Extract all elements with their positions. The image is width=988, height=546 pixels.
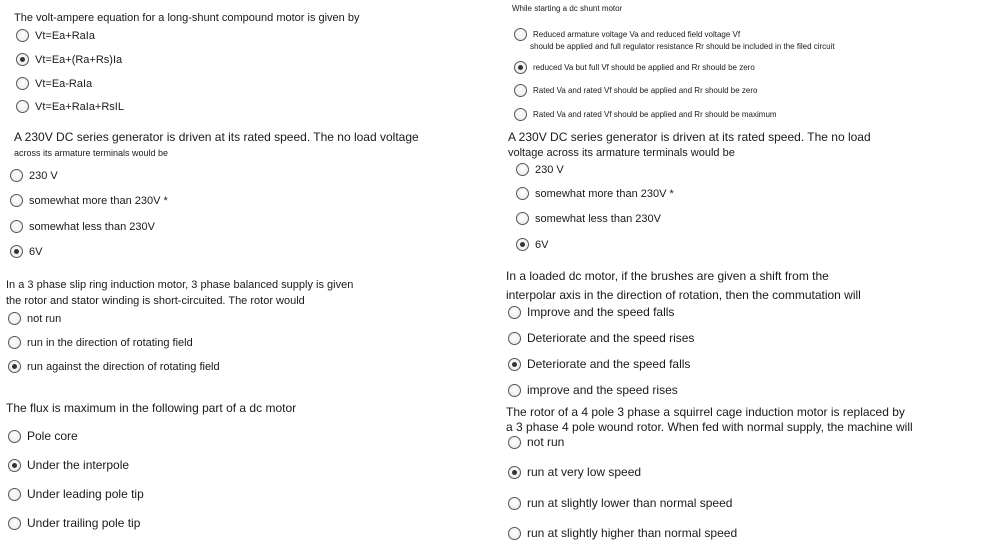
option-label: Pole core <box>27 429 78 443</box>
radio-icon[interactable] <box>508 306 521 319</box>
radio-selected-icon[interactable] <box>514 61 527 74</box>
radio-icon[interactable] <box>10 194 23 207</box>
option-radio[interactable] <box>508 305 674 319</box>
option-label: Vt=Ea+RaIa+RsIL <box>35 100 124 113</box>
option-label: 230 V <box>535 163 564 176</box>
radio-selected-icon[interactable] <box>508 358 521 371</box>
question-text: a 3 phase 4 pole wound rotor. When fed with normal supply, the machine will <box>506 420 913 434</box>
option-radio[interactable] <box>516 212 661 225</box>
option-label-continued: should be applied and full regulator resistance Rr should be included in the filed circuit <box>530 42 835 51</box>
option-radio[interactable] <box>16 77 92 90</box>
radio-selected-icon[interactable] <box>516 238 529 251</box>
option-label: somewhat more than 230V * <box>535 187 674 200</box>
option-radio[interactable] <box>16 100 124 113</box>
radio-icon[interactable] <box>8 430 21 443</box>
option-radio[interactable] <box>516 163 564 176</box>
option-label: not run <box>527 435 565 449</box>
option-label: reduced Va but full Vf should be applied and Rr should be zero <box>533 63 755 72</box>
option-label: Deteriorate and the speed rises <box>527 331 695 345</box>
option-radio[interactable] <box>8 312 61 325</box>
option-label: run in the direction of rotating field <box>27 336 193 349</box>
radio-icon[interactable] <box>508 332 521 345</box>
option-radio[interactable] <box>8 516 140 530</box>
option-radio[interactable] <box>508 435 564 449</box>
radio-icon[interactable] <box>508 436 521 449</box>
option-radio[interactable] <box>516 187 674 200</box>
radio-icon[interactable] <box>8 336 21 349</box>
right-question-column <box>494 0 988 546</box>
option-radio[interactable] <box>516 238 548 251</box>
option-label: Improve and the speed falls <box>527 305 675 319</box>
radio-selected-icon[interactable] <box>16 53 29 66</box>
radio-icon[interactable] <box>508 527 521 540</box>
option-radio[interactable] <box>8 458 129 472</box>
radio-icon[interactable] <box>10 220 23 233</box>
option-label: somewhat more than 230V * <box>29 194 168 207</box>
option-radio[interactable] <box>10 194 168 207</box>
radio-selected-icon[interactable] <box>10 245 23 258</box>
option-radio[interactable] <box>8 360 220 373</box>
radio-icon[interactable] <box>8 517 21 530</box>
radio-icon[interactable] <box>16 29 29 42</box>
option-radio[interactable] <box>508 496 732 510</box>
option-radio[interactable] <box>514 84 757 97</box>
option-radio[interactable] <box>508 357 690 371</box>
question-text: The volt-ampere equation for a long-shunt compound motor is given by <box>14 12 360 24</box>
option-radio[interactable] <box>508 465 641 479</box>
question-text: interpolar axis in the direction of rotation, then the commutation will <box>506 288 861 302</box>
option-label: 6V <box>535 238 549 251</box>
question-text: across its armature terminals would be <box>14 148 169 158</box>
option-radio[interactable] <box>508 526 737 540</box>
radio-icon[interactable] <box>508 497 521 510</box>
question-text: A 230V DC series generator is driven at its rated speed. The no load <box>508 130 871 144</box>
option-radio[interactable] <box>16 53 122 66</box>
option-label: Vt=Ea+RaIa <box>35 29 95 42</box>
radio-icon[interactable] <box>514 84 527 97</box>
radio-icon[interactable] <box>516 163 529 176</box>
option-label: run at slightly higher than normal speed <box>527 526 738 540</box>
option-radio[interactable] <box>16 29 95 42</box>
option-label: Under leading pole tip <box>27 487 144 501</box>
option-label: 6V <box>29 245 43 258</box>
radio-icon[interactable] <box>516 212 529 225</box>
option-radio[interactable] <box>10 220 155 233</box>
option-label: Under trailing pole tip <box>27 516 141 530</box>
question-text: The rotor of a 4 pole 3 phase a squirrel cage induction motor is replaced by <box>506 405 905 419</box>
option-radio[interactable] <box>10 169 58 182</box>
question-text: In a 3 phase slip ring induction motor, 3 phase balanced supply is given <box>6 279 354 291</box>
radio-icon[interactable] <box>516 187 529 200</box>
option-label: Under the interpole <box>27 458 130 472</box>
option-label: not run <box>27 312 62 325</box>
option-radio[interactable] <box>8 487 144 501</box>
option-label: Vt=Ea+(Ra+Rs)Ia <box>35 53 123 66</box>
radio-icon[interactable] <box>8 488 21 501</box>
option-label: Rated Va and rated Vf should be applied and Rr should be maximum <box>533 110 777 119</box>
radio-icon[interactable] <box>8 312 21 325</box>
option-label: run at slightly lower than normal speed <box>527 496 733 510</box>
option-label: Rated Va and rated Vf should be applied and Rr should be zero <box>533 86 758 95</box>
option-label: run against the direction of rotating field <box>27 360 220 373</box>
radio-selected-icon[interactable] <box>8 360 21 373</box>
option-radio[interactable] <box>514 28 740 41</box>
radio-icon[interactable] <box>16 77 29 90</box>
option-radio[interactable] <box>10 245 42 258</box>
radio-icon[interactable] <box>10 169 23 182</box>
option-label: 230 V <box>29 169 58 182</box>
radio-selected-icon[interactable] <box>508 466 521 479</box>
option-radio[interactable] <box>508 331 694 345</box>
option-label: Vt=Ea-RaIa <box>35 77 93 90</box>
option-radio[interactable] <box>514 108 777 121</box>
question-text: A 230V DC series generator is driven at its rated speed. The no load voltage <box>14 130 419 144</box>
option-label: Reduced armature voltage Va and reduced field voltage Vf <box>533 30 741 39</box>
option-radio[interactable] <box>8 429 78 443</box>
option-radio[interactable] <box>508 383 678 397</box>
option-radio[interactable] <box>8 336 193 349</box>
option-label: improve and the speed rises <box>527 383 678 397</box>
option-label: somewhat less than 230V <box>29 220 155 233</box>
radio-icon[interactable] <box>508 384 521 397</box>
radio-selected-icon[interactable] <box>8 459 21 472</box>
question-text: In a loaded dc motor, if the brushes are given a shift from the <box>506 269 829 283</box>
question-text: The flux is maximum in the following part of a dc motor <box>6 401 297 415</box>
option-radio[interactable] <box>514 61 755 74</box>
radio-icon[interactable] <box>16 100 29 113</box>
question-text: voltage across its armature terminals would be <box>508 147 735 159</box>
question-text: While starting a dc shunt motor <box>512 4 623 13</box>
radio-icon[interactable] <box>514 108 527 121</box>
option-label: somewhat less than 230V <box>535 212 661 225</box>
question-text: the rotor and stator winding is short-circuited. The rotor would <box>6 295 305 307</box>
option-label: Deteriorate and the speed falls <box>527 357 691 371</box>
option-label: run at very low speed <box>527 465 642 479</box>
radio-icon[interactable] <box>514 28 527 41</box>
